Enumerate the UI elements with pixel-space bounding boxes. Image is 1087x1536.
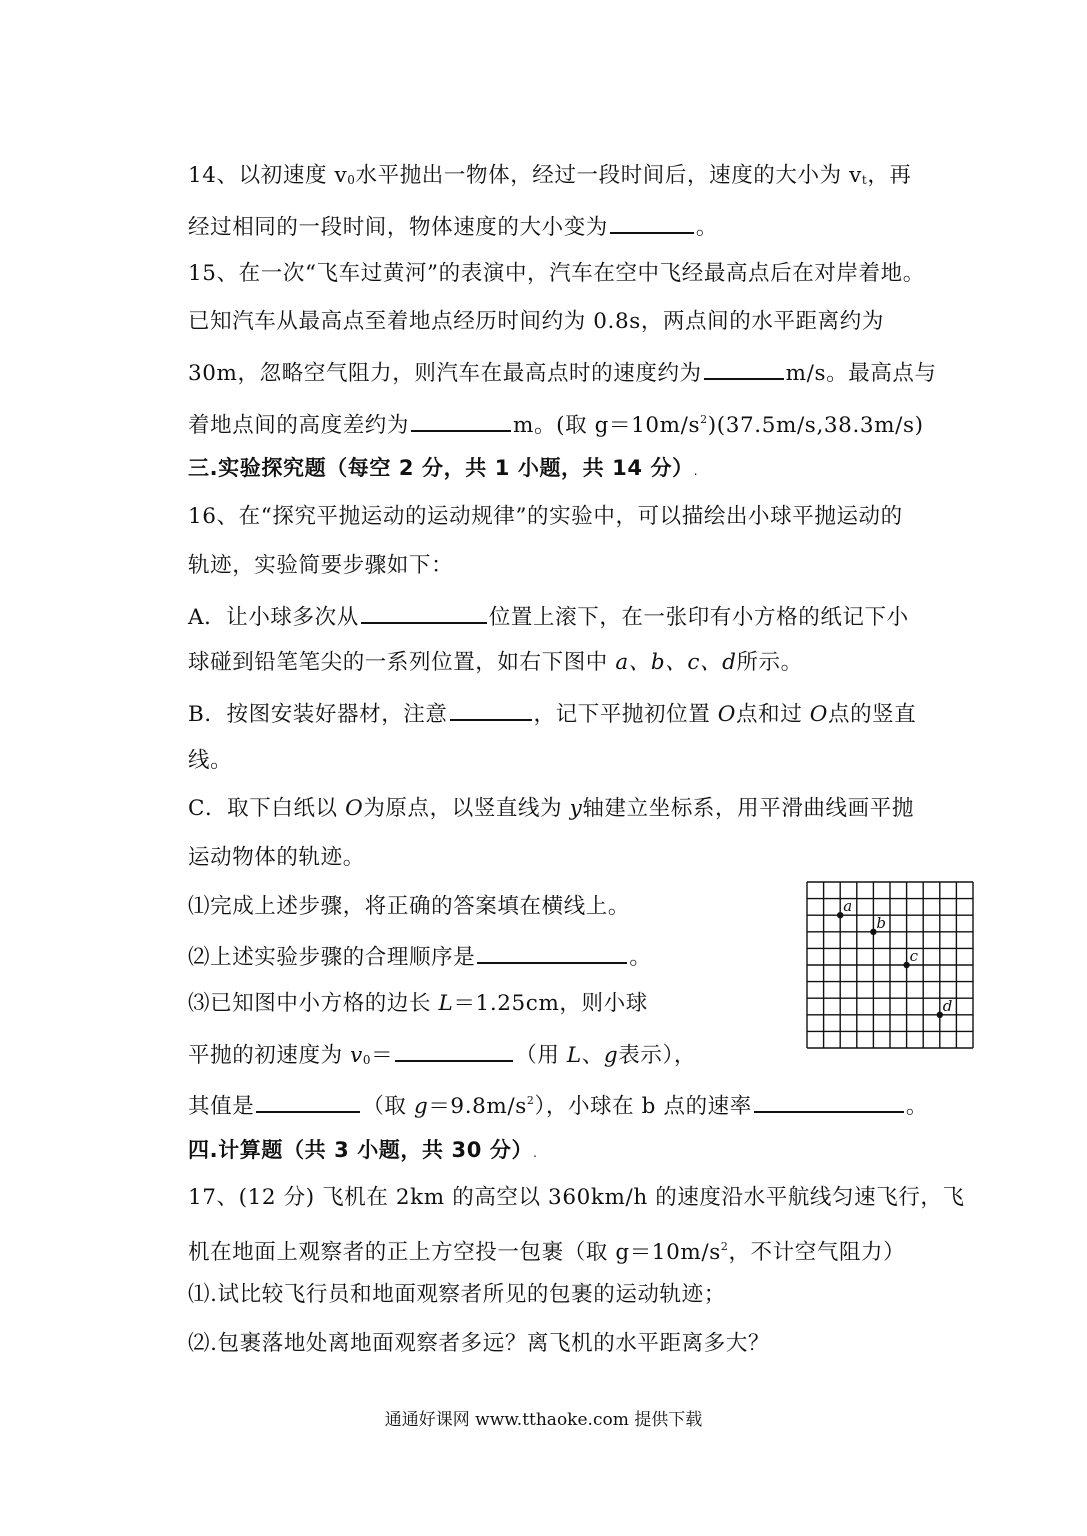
section-4-heading: 四.计算题（共 3 小题，共 30 分）. [188,1138,538,1162]
q15-line-3: 30m，忽略空气阻力，则汽车在最高点时的速度约为 m/s。最高点与 [188,356,937,389]
answer-blank [610,210,694,234]
answer-blank [754,1089,904,1113]
q16-step-c-line-2: 运动物体的轨迹。 [188,845,365,870]
q15-line-4: 着地点间的高度差约为 m。(取 $g=10m/s^2)(37.5m/s,38.3m/s)$ [188,405,924,441]
answer-blank [361,600,487,624]
q16-step-a-line-1: A．让小球多次从 位置上滚下，在一张印有小方格的纸记下小 [188,600,909,633]
footer-text: 通通好课网 www.tthaoke.com 提供下载 [384,1410,703,1430]
q14-line-2: 经过相同的一段时间，物体速度的大小变为 。 [188,210,718,243]
q15-line-1: 15、在一次“飞车过黄河”的表演中，汽车在空中飞经最高点后在对岸着地。 [188,261,925,286]
trajectory-grid-figure [806,881,974,1049]
q16-line-2: 轨迹，实验简要步骤如下： [188,553,454,578]
q15-line-2: 已知汽车从最高点至着地点经历时间约为 0.8s，两点间的水平距离约为 [188,309,884,334]
answer-blank [450,697,532,721]
answer-blank [256,1089,360,1113]
answer-blank [704,356,784,380]
grid-point-label: d [942,996,953,1015]
q14-line-1: 14、以初速度 v0水平抛出一物体，经过一段时间后，速度的大小为 vt，再 [188,163,912,188]
answer-blank [477,940,627,964]
grid-point-label: c [909,947,919,965]
q16-line-1: 16、在“探究平抛运动的运动规律”的实验中，可以描绘出小球平抛运动的 [188,504,903,529]
q16-sub-2: ⑵上述实验步骤的合理顺序是 。 [188,940,651,973]
q16-sub-3: ⑶已知图中小方格的边长 L＝1.25cm，则小球 [188,991,648,1016]
section-3-heading: 三.实验探究题（每空 2 分，共 1 小题，共 14 分）. [188,456,699,480]
q17-part-2: ⑵.包裹落地处离地面观察者多远？离飞机的水平距离多大？ [188,1331,771,1356]
q16-step-b-line-1: B．按图安装好器材，注意 ，记下平抛初位置 O点和过 O点的竖直 [188,697,916,730]
grid-point-label: a [843,897,853,916]
q16-step-a-line-2: 球碰到铅笔笔尖的一系列位置，如右下图中 a、b、c、d所示。 [188,650,803,675]
q16-sub-3-line-2: 平抛的初速度为 v0＝ （用 L、g表示）， [188,1038,696,1075]
q17-line-1: 17、(12 分) 飞机在 2km 的高空以 360km/h 的速度沿水平航线匀速飞行，飞 [188,1185,965,1210]
q16-sub-1: ⑴完成上述步骤，将正确的答案填在横线上。 [188,894,631,919]
q16-sub-3-line-3: 其值是 （取 $g=9.8m/s^2$），小球在 b 点的速率 。 [188,1086,928,1122]
q16-step-b-line-2: 线。 [188,748,233,773]
q17-part-1: ⑴.试比较飞行员和地面观察者所见的包裹的运动轨迹； [188,1282,726,1307]
q16-step-c-line-1: C．取下白纸以 O为原点，以竖直线为 y轴建立坐标系，用平滑曲线画平抛 [188,796,914,821]
answer-blank [411,408,511,432]
q17-line-2: 机在地面上观察者的正上方空投一包裹（取 $g=10m/s^2$，不计空气阻力） [188,1240,906,1265]
answer-blank [395,1038,513,1062]
grid-svg [806,881,974,1049]
grid-point-label: b [876,913,887,932]
